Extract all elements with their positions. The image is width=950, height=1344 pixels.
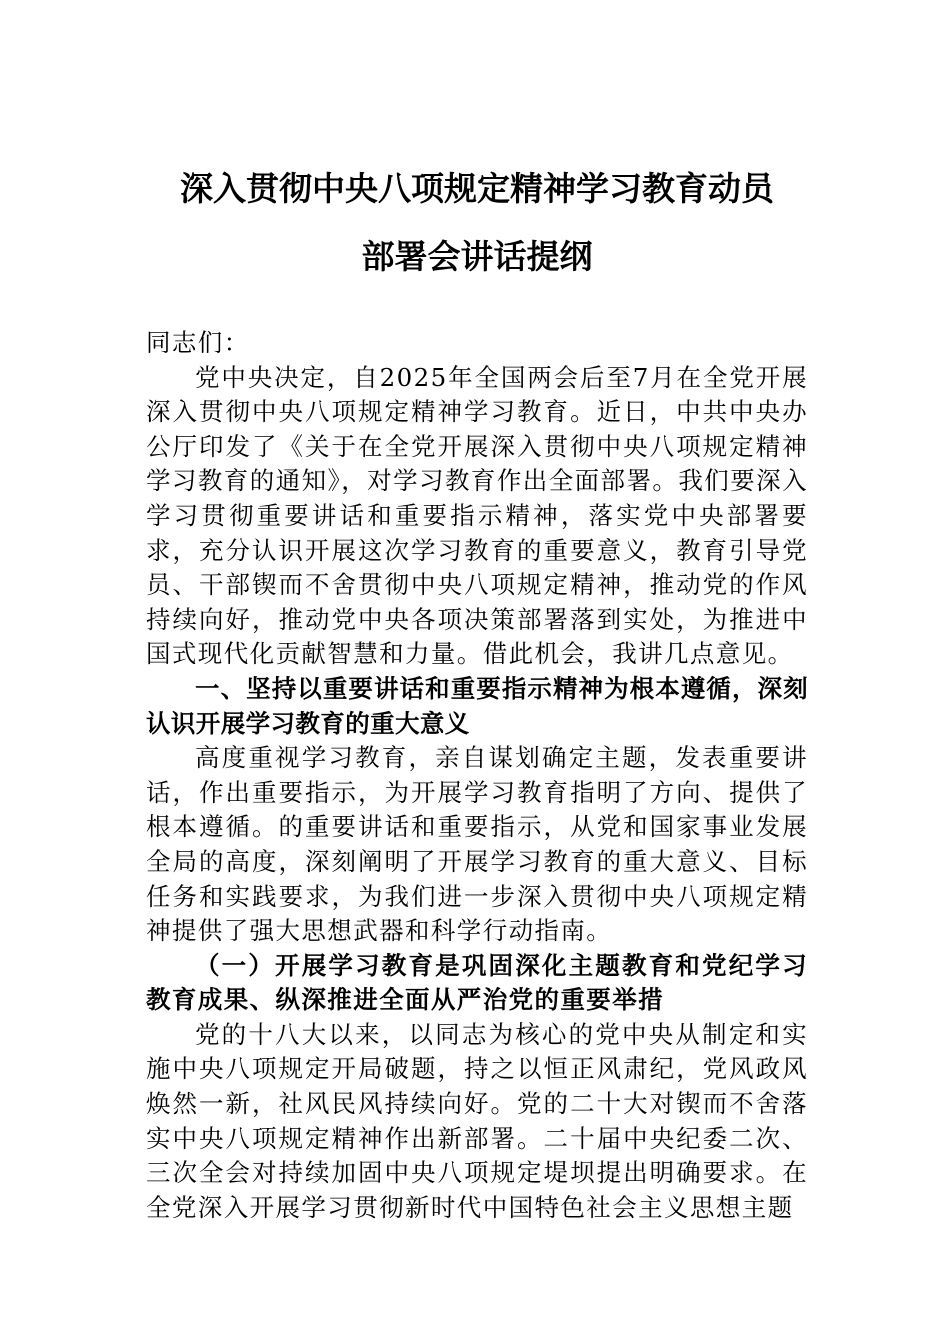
section-heading-1: 一、坚持以重要讲话和重要指示精神为根本遵循，深刻认识开展学习教育的重大意义 bbox=[146, 673, 808, 738]
salutation: 同志们： bbox=[146, 328, 250, 357]
subsection-paragraph-1: 党的十八大以来，以同志为核心的党中央从制定和实施中央八项规定开局破题，持之以恒正风肃纪，党风政风焕然一新，社风民风持续向好。党的二十大对锲而不舍落实中央八项规定精神作出新部署。二十届中央纪委二次、三次全会对持续加固中央八项规定堤坝提出明确要求。在全党深入开展学习贯彻新时代中国特色社会主义思想主题 bbox=[146, 1019, 808, 1222]
document-body bbox=[146, 326, 808, 1225]
intro-paragraph: 党中央决定，自2025年全国两会后至7月在全党开展深入贯彻中央八项规定精神学习教育。近日，中共中央办公厅印发了《关于在全党开展深入贯彻中央八项规定精神学习教育的通知》，对学习教育作出全面部署。我们要深入学习贯彻重要讲话和重要指示精神，落实党中央部署要求，充分认识开展这次学习教育的重要意义，教育引导党员、干部锲而不舍贯彻中央八项规定精神，推动党的作风持续向好，推动党中央各项决策部署落到实处，为推进中国式现代化贡献智慧和力量。借此机会，我讲几点意见。 bbox=[146, 362, 808, 669]
document-title-line1: 深入贯彻中央八项规定精神学习教育动员 bbox=[180, 169, 774, 208]
subsection-heading-1: （一）开展学习教育是巩固深化主题教育和党纪学习教育成果、纵深推进全面从严治党的重要举措 bbox=[146, 950, 808, 1015]
document-title-line2: 部署会讲话提纲 bbox=[361, 237, 593, 276]
section-paragraph-1: 高度重视学习教育，亲自谋划确定主题，发表重要讲话，作出重要指示，为开展学习教育指明了方向、提供了根本遵循。的重要讲话和重要指示，从党和国家事业发展全局的高度，深刻阐明了开展学习教育的重大意义、目标任务和实践要求，为我们进一步深入贯彻中央八项规定精神提供了强大思想武器和科学行动指南。 bbox=[146, 743, 808, 946]
